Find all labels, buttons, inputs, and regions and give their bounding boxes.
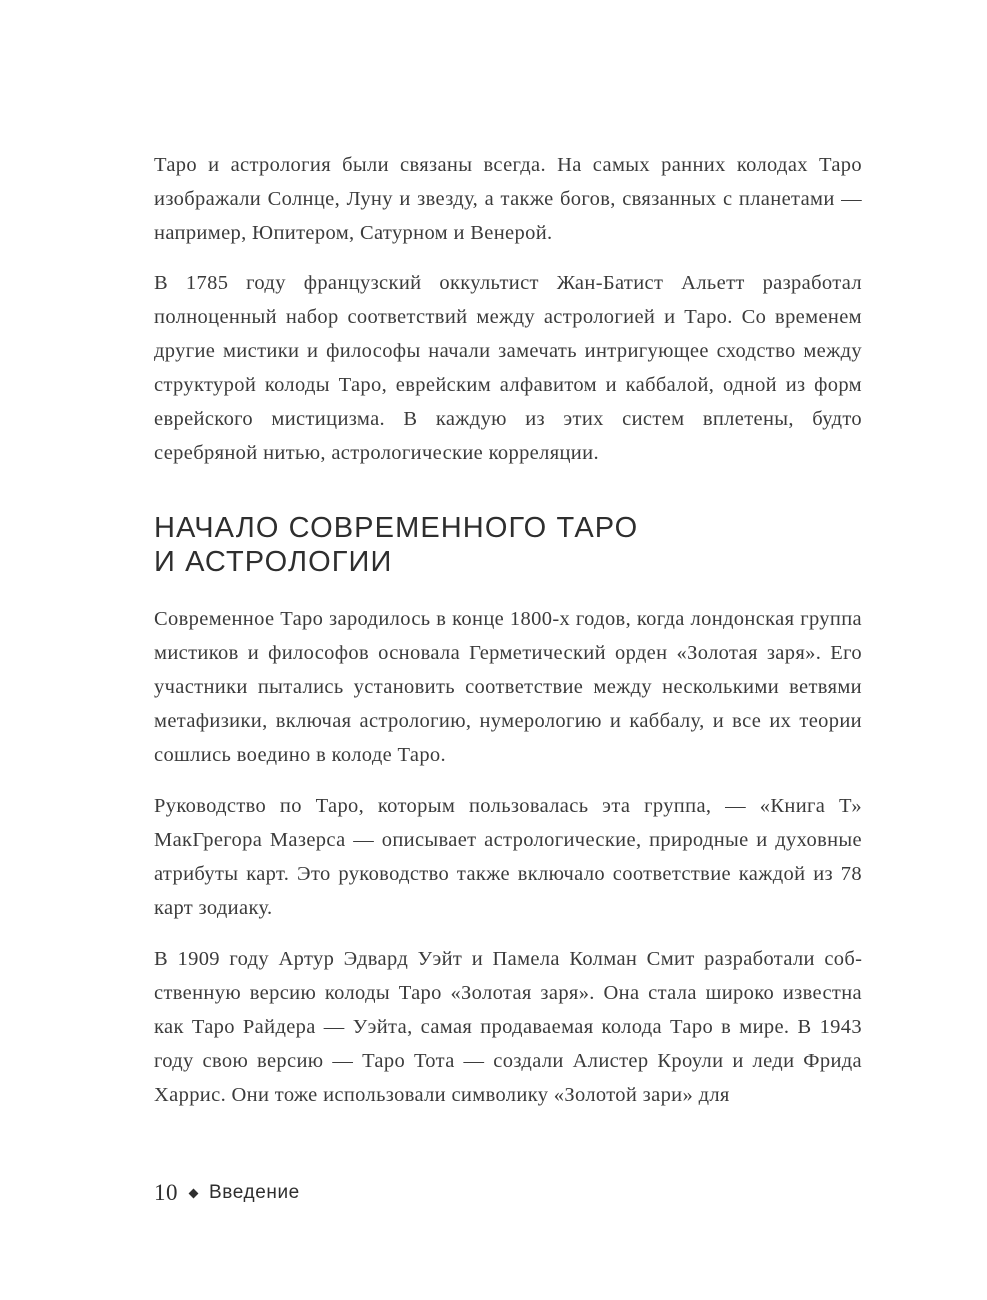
paragraph-intro-1: Таро и астрология были связаны всегда. На самых ранних колодах Таро изображали Солнце, Луну и звезду, а также богов, связанных с планетами — например, Юпитером, Сатурном и Венерой. xyxy=(154,154,862,244)
page-footer xyxy=(154,1176,300,1210)
section-heading-line-2: И АСТРОЛОГИИ xyxy=(154,546,393,578)
paragraph-body-3: В 1909 году Артур Эдвард Уэйт и Памела Колман Смит разработали собственную версию колоды Таро «Золотая заря». Она стала широко известна как Таро Райдера — Уэйта, самая продаваемая колода Таро в мире. В 1943 году свою версию — Таро Тота — создали Алистер Кроули и леди Фрида Харрис. Они тоже использовали символику «Золотой зари» для xyxy=(154,948,862,1106)
page-number: 10 xyxy=(154,1180,178,1205)
section-heading xyxy=(154,511,862,579)
paragraph-intro-2: В 1785 году французский оккультист Жан-Батист Альетт разработал полноценный набор соответствий между астрологией и Таро. Со временем другие мистики и философы начали замечать интригующее сходство между структурой колоды Таро, еврейским алфавитом и каббалой, одной из форм еврейского мистицизма. В каждую из этих систем вплетены, будто серебряной нитью, астрологические корреляции. xyxy=(154,272,862,464)
footer-section-name: Введение xyxy=(209,1182,300,1203)
paragraph-body-2: Руководство по Таро, которым пользовалась эта группа, — «Книга Т» МакГрегора Мазерса — описывает астрологические, природные и духовные атрибуты карт. Это руководство также включало соответствие каждой из 78 карт зодиаку. xyxy=(154,795,862,919)
paragraph-body-1: Современное Таро зародилось в конце 1800-х годов, когда лондонская группа мистиков и философов основала Герметический орден «Золотая заря». Его участники пытались установить соответствие между несколькими ветвями метафизики, включая астрологию, нумерологию и каббалу, и все их теории сошлись воедино в колоде Таро. xyxy=(154,608,862,766)
section-heading-line-1: НАЧАЛО СОВРЕМЕННОГО ТАРО xyxy=(154,512,639,544)
body-text-block xyxy=(154,602,862,1112)
intro-text-block xyxy=(154,148,862,470)
diamond-bullet-icon xyxy=(189,1188,199,1198)
